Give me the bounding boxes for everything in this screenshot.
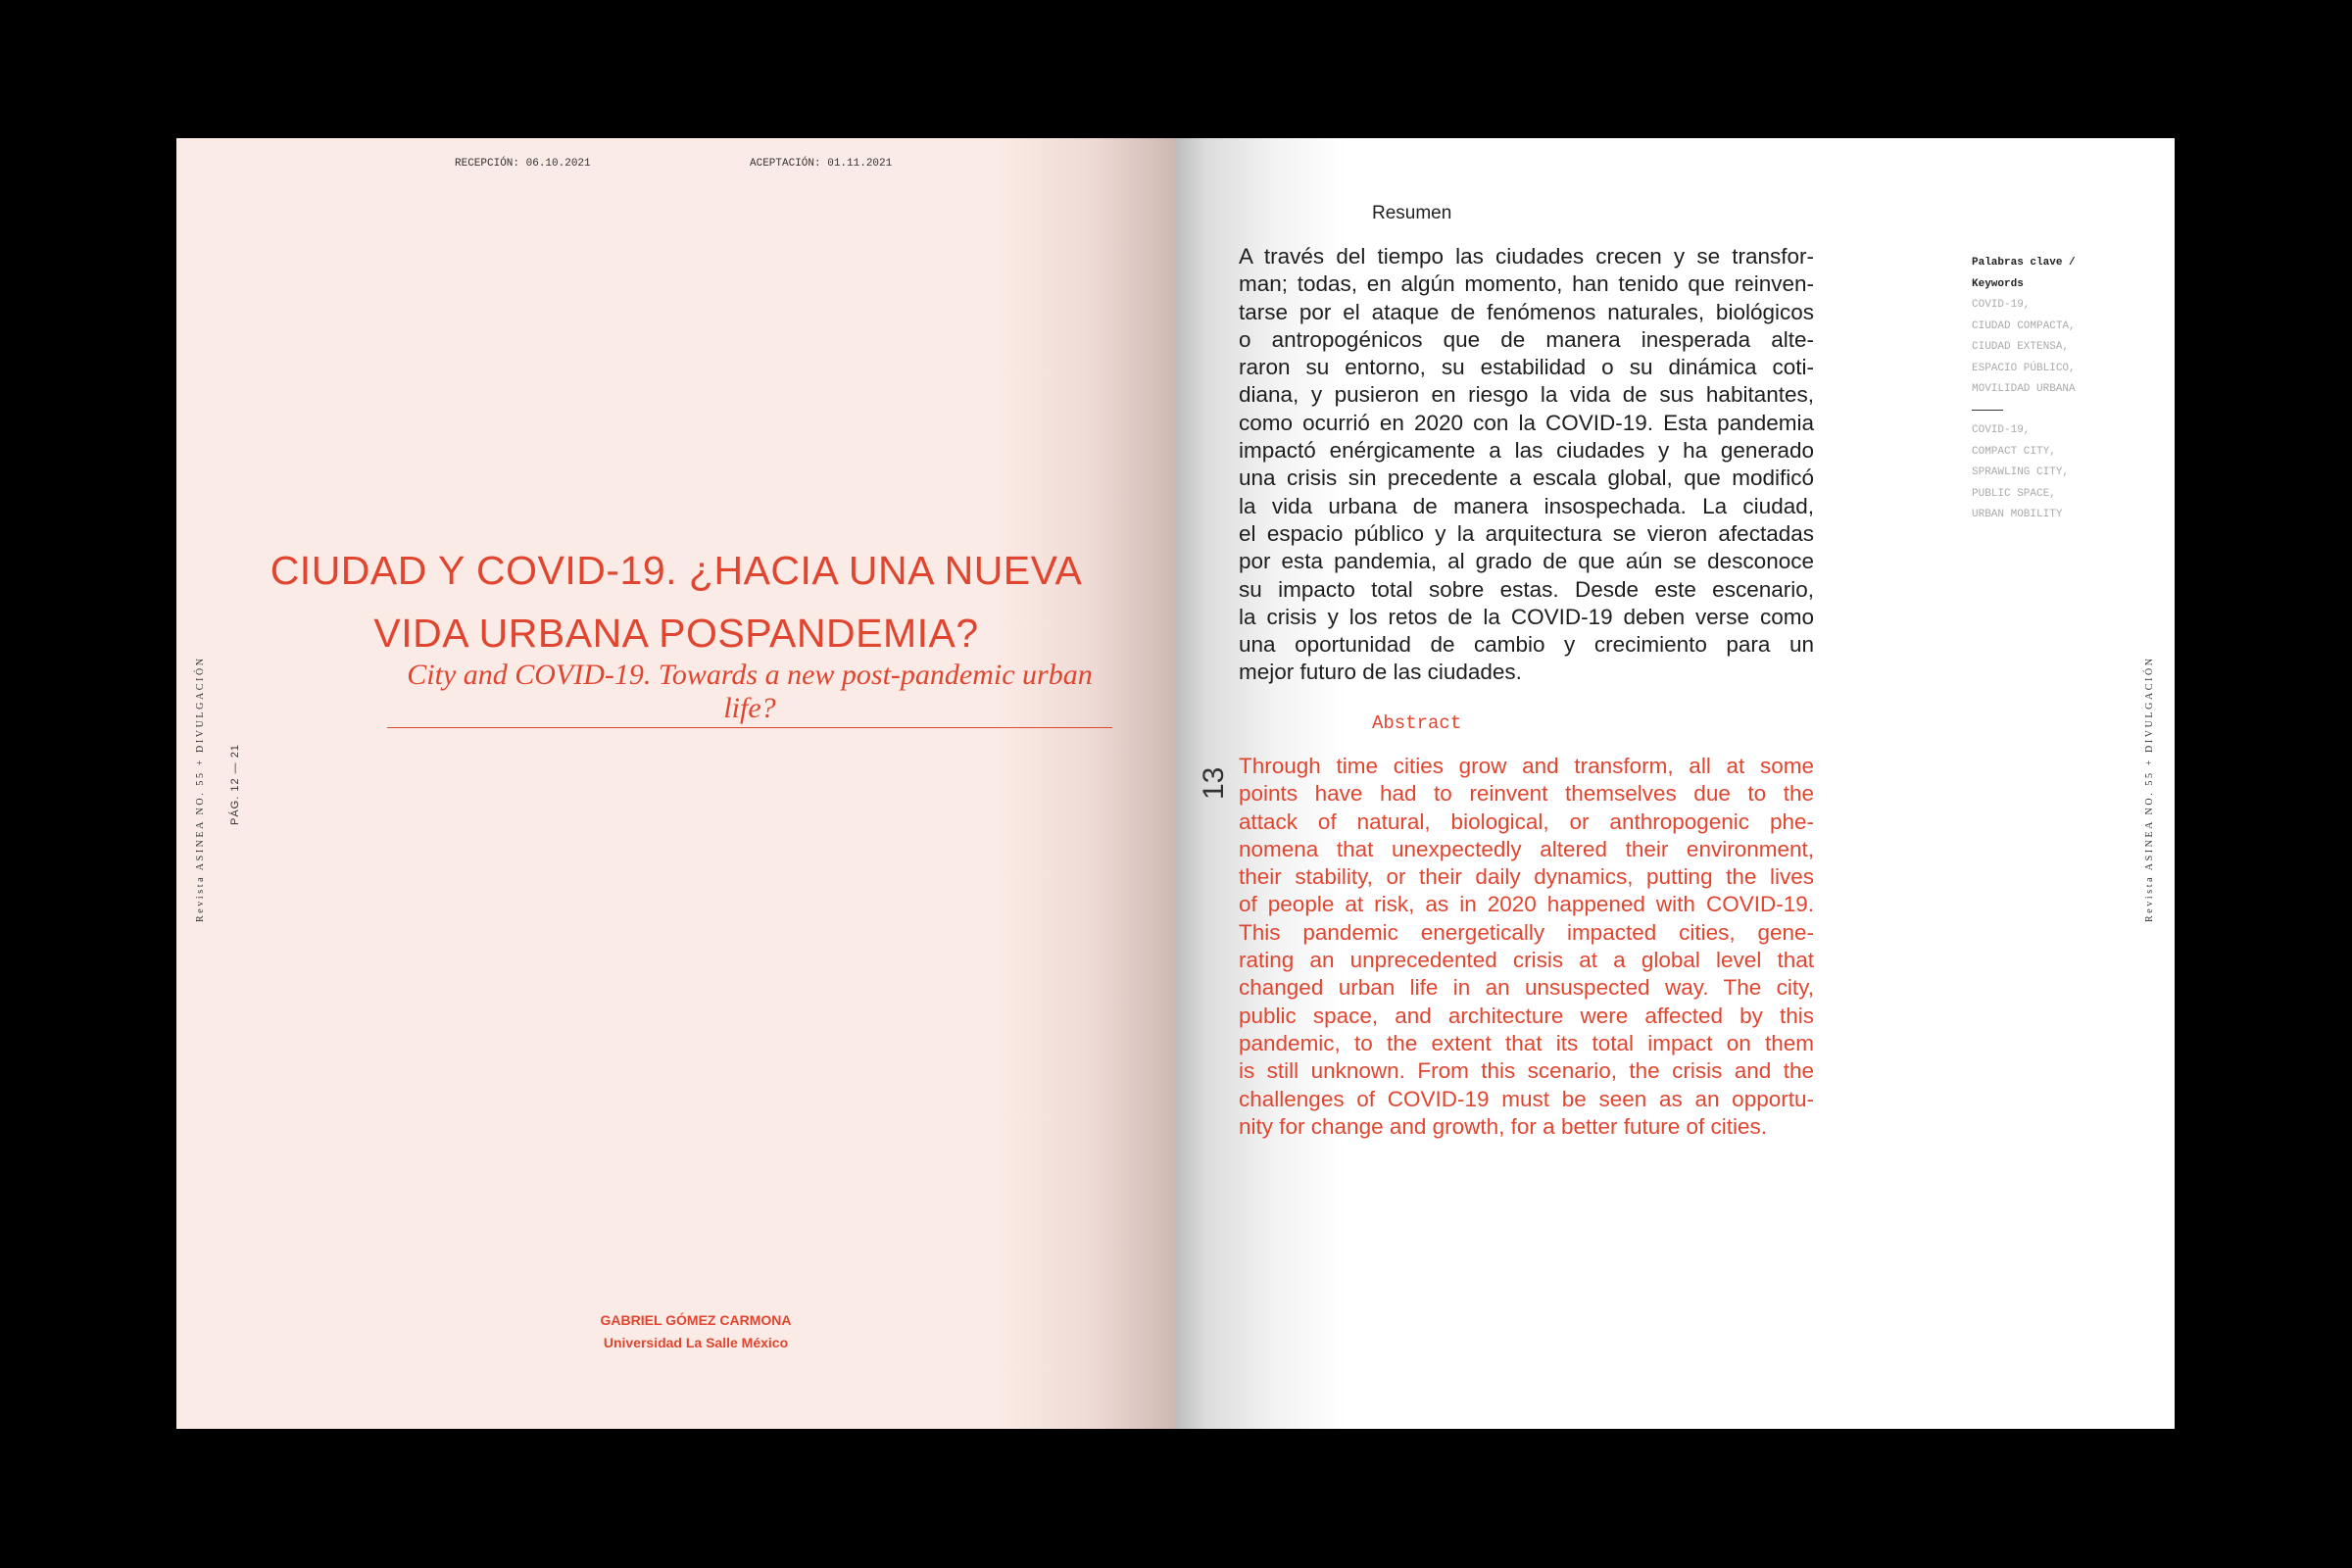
keyword: SPRAWLING CITY, (1972, 466, 2070, 478)
keywords-block (1972, 253, 2076, 526)
keywords-label: Keywords (1972, 277, 2024, 290)
title-line: CIUDAD Y COVID-19. ¿HACIA UNA NUEVA (270, 548, 1083, 593)
text-line: nity for change and growth, for a better future of cities. (1239, 1113, 1768, 1139)
keyword: MOVILIDAD URBANA (1972, 383, 2076, 395)
keyword: COVID-19, (1972, 424, 2031, 436)
text-line: pandemic, to the extent that its total impact on them (1239, 1030, 1814, 1055)
journal-spine-right: Revista ASINEA NO. 55 + DIVULGACIÓN (2144, 656, 2155, 922)
abstract-text (1239, 753, 1814, 1141)
text-line: of people at risk, as in 2020 happened with COVID-19. (1239, 892, 1814, 917)
article-subtitle: City and COVID-19. Towards a new post-pandemic urban life? (387, 659, 1112, 728)
abstract-heading: Abstract (1372, 712, 1462, 734)
keyword: CIUDAD EXTENSA, (1972, 341, 2070, 353)
keyword: URBAN MOBILITY (1972, 509, 2063, 520)
text-line: raron su entorno, su estabilidad o su dinámica coti- (1239, 355, 1814, 380)
text-line: rating an unprecedented crisis at a global level that (1239, 948, 1814, 973)
article-title (196, 539, 1156, 664)
text-line: la crisis y los retos de la COVID-19 deben verse como (1239, 604, 1814, 629)
page-range: PÁG. 12 — 21 (229, 744, 241, 825)
resumen-heading: Resumen (1372, 203, 1452, 223)
text-line: diana, y pusieron en riesgo la vida de sus habitantes, (1239, 382, 1814, 408)
text-line: por esta pandemia, al grado de que aún se desconoce (1239, 549, 1814, 574)
page-number: 13 (1198, 766, 1230, 800)
text-line: nomena that unexpectedly altered their environment, (1239, 836, 1814, 861)
keyword: COMPACT CITY, (1972, 445, 2056, 458)
text-line: attack of natural, biological, or anthropogenic phe- (1239, 808, 1814, 834)
keyword: CIUDAD COMPACTA, (1972, 319, 2076, 332)
journal-spine-left: Revista ASINEA NO. 55 + DIVULGACIÓN (195, 656, 206, 922)
author-name: GABRIEL GÓMEZ CARMONA (600, 1312, 792, 1328)
acceptance-date: ACEPTACIÓN: 01.11.2021 (750, 158, 893, 170)
text-line: el espacio público y la arquitectura se vieron afectadas (1239, 520, 1814, 546)
text-line: man; todas, en algún momento, han tenido que reinven- (1239, 271, 1814, 297)
keyword: ESPACIO PÚBLICO, (1972, 362, 2076, 374)
text-line: points have had to reinvent themselves due to the (1239, 781, 1814, 807)
title-line: VIDA URBANA POSPANDEMIA? (373, 611, 979, 656)
author-affiliation: Universidad La Salle México (603, 1335, 789, 1350)
text-line: su impacto total sobre estas. Desde este escenario, (1239, 576, 1814, 602)
text-line: This pandemic energetically impacted cities, gene- (1239, 919, 1814, 945)
keyword: PUBLIC SPACE, (1972, 487, 2056, 500)
keyword: COVID-19, (1972, 299, 2031, 311)
text-line: tarse por el ataque de fenómenos naturales, biológicos (1239, 299, 1814, 324)
text-line: mejor futuro de las ciudades. (1239, 660, 1522, 685)
text-line: una crisis sin precedente a escala global, que modificó (1239, 466, 1814, 491)
text-line: la vida urbana de manera insospechada. La ciudad, (1239, 493, 1814, 518)
text-line: A través del tiempo las ciudades crecen y se transfor- (1239, 244, 1814, 269)
text-line: como ocurrió en 2020 con la COVID-19. Esta pandemia (1239, 410, 1814, 435)
reception-date: RECEPCIÓN: 06.10.2021 (455, 158, 591, 170)
text-line: Through time cities grow and transform, all at some (1239, 754, 1814, 778)
text-line: impactó enérgicamente a las ciudades y ha generado (1239, 438, 1814, 464)
text-line: o antropogénicos que de manera inesperada alte- (1239, 326, 1814, 352)
keywords-divider (1972, 410, 2003, 412)
resumen-text (1239, 243, 1814, 687)
text-line: una oportunidad de cambio y crecimiento para un (1239, 632, 1814, 658)
text-line: challenges of COVID-19 must be seen as an opportu- (1239, 1086, 1814, 1111)
left-page (176, 138, 1176, 1429)
text-line: public space, and architecture were affected by this (1239, 1003, 1814, 1028)
text-line: changed urban life in an unsuspected way. The city, (1239, 975, 1814, 1001)
keywords-label: Palabras clave / (1972, 257, 2076, 269)
text-line: is still unknown. From this scenario, the crisis and the (1239, 1058, 1814, 1084)
text-line: their stability, or their daily dynamics, putting the lives (1239, 864, 1814, 890)
